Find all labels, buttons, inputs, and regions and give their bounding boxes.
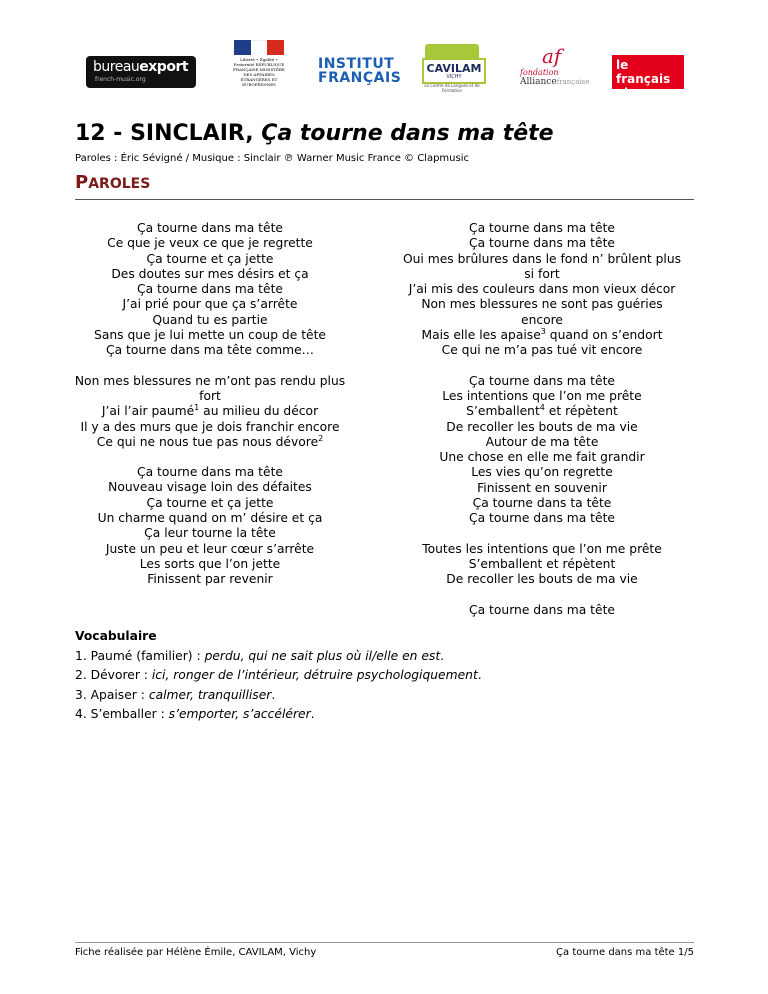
lyric-line: Ça tourne dans ma tête <box>469 511 615 526</box>
lyric-line: Ce que je veux ce que je regrette <box>107 236 313 251</box>
lyric-line: Ça tourne dans ma tête <box>137 221 283 235</box>
lyric-line: Ça tourne dans ma tête <box>137 282 283 297</box>
lyric-line: J’ai l’air paumé$^1$ au milieu du décor <box>101 403 319 419</box>
lyric-line: Une chose en elle me fait grandir <box>439 450 645 465</box>
section-rest: AROLES <box>88 176 151 192</box>
lyric-line: Mais elle les apaise$^3$ quand on s’endort <box>421 326 663 343</box>
lyric-line: Un charme quand on m’ désire et ça <box>97 511 323 526</box>
fondation-alliance-francaise-logo <box>514 44 594 90</box>
lyric-line: Ça tourne dans ma tête <box>137 465 283 480</box>
page-title <box>75 121 554 146</box>
logo-text: VICHY <box>446 74 462 80</box>
title-prefix: 12 - SINCLAIR, <box>75 121 262 146</box>
lyric-line: J’ai prié pour que ça s’arrête <box>122 297 298 312</box>
lyric-line: Ça tourne dans ma tête <box>469 221 615 235</box>
vocab-item: 1. Paumé (familier) : perdu, qui ne sait plus où il/elle en est. <box>75 648 445 663</box>
lyric-line: Ça tourne dans ma tête <box>469 602 615 617</box>
lyric-line: Les intentions que l’on me prête <box>442 388 642 403</box>
logo-text: bureau <box>93 59 140 75</box>
footnote-ref: 2 <box>318 433 324 443</box>
lyric-line: De recoller les bouts de ma vie <box>446 419 638 434</box>
logo-text: Alliance <box>520 77 557 87</box>
lyric-line: Ça tourne dans ma tête comme… <box>106 343 314 358</box>
lyric-line: Ça tourne et ça jette <box>146 251 274 266</box>
logo-text: FRANÇAIS <box>318 70 402 86</box>
vocabulary-section <box>75 627 482 725</box>
lyric-line: Des doutes sur mes désirs et ça <box>111 266 309 281</box>
logo-text: INSTITUT <box>318 56 395 72</box>
stanza <box>68 465 352 587</box>
vocab-item: 3. Apaiser : calmer, tranquilliser. <box>75 687 276 702</box>
lyric-line: Ça tourne dans ma tête <box>469 373 615 388</box>
footer-page-info: Ça tourne dans ma tête 1/5 <box>556 947 694 958</box>
logo-text: Liberté • Égalité • Fraternité RÉPUBLIQUE FRANÇAISE MINISTÈRE DES AFFAIRES ÉTRANGÈRES ET EUROPÉENNES <box>233 57 285 87</box>
logo-text: le monde <box>624 86 671 114</box>
stanza <box>68 221 352 359</box>
lyric-line: encore <box>521 312 563 327</box>
lyric-line: Non mes blessures ne m’ont pas rendu plus <box>74 373 346 388</box>
footnote-ref: 1 <box>194 403 200 413</box>
lyric-line: Ça tourne dans ma tête <box>469 236 615 251</box>
footer-divider <box>75 942 694 943</box>
lyric-line: Non mes blessures ne sont pas guéries <box>421 297 663 312</box>
logo-text: CAVILAM <box>426 62 482 75</box>
lyric-line: Ça tourne et ça jette <box>146 495 274 510</box>
vocabulary-heading: Vocabulaire <box>75 629 157 643</box>
le-francais-dans-le-monde-logo <box>612 55 684 114</box>
lyric-line: Autour de ma tête <box>485 434 599 449</box>
bureauexport-logo <box>86 56 196 88</box>
lyrics-right-column <box>400 221 684 618</box>
section-initial: P <box>75 172 89 193</box>
stanza <box>400 542 684 588</box>
lyric-line: fort <box>199 388 221 403</box>
vocab-item: 4. S’emballer : s’emporter, s’accélérer. <box>75 707 315 721</box>
lyric-line: Nouveau visage loin des défaites <box>108 480 312 495</box>
logo-text: le français <box>616 58 671 86</box>
cavilam-logo <box>417 44 487 92</box>
lyric-line: S’emballent$^4$ et répètent <box>466 403 618 419</box>
lyrics-left-column <box>68 221 352 588</box>
lyric-line: si fort <box>524 266 560 281</box>
lyric-line: Finissent par revenir <box>147 572 273 587</box>
lyric-line: Ça leur tourne la tête <box>144 526 276 541</box>
lyric-line: Quand tu es partie <box>152 312 268 327</box>
stanza <box>400 603 684 618</box>
logo-mark: af <box>542 44 562 68</box>
lyric-line: Ce qui ne nous tue pas nous dévore$^2$ <box>96 433 324 449</box>
lyric-line: De recoller les bouts de ma vie <box>446 572 638 587</box>
credits: Paroles : Éric Sévigné / Musique : Sinclair ℗ Warner Music France © Clapmusic <box>75 153 469 164</box>
stanza <box>400 221 684 359</box>
stanza <box>68 374 352 450</box>
lyric-line: Oui mes brûlures dans le fond n’ brûlent plus <box>402 251 682 266</box>
footer-author: Fiche réalisée par Hélène Émile, CAVILAM, Vichy <box>75 947 317 958</box>
institut-francais-logo <box>318 56 402 91</box>
vocab-item: 2. Dévorer : ici, ronger de l’intérieur, détruire psychologiquement. <box>75 668 482 682</box>
logo-text: Le Centre de Langues et de Formation <box>424 83 480 93</box>
title-song: Ça tourne dans ma tête <box>261 121 554 146</box>
divider <box>75 199 694 200</box>
logo-text: française <box>556 78 590 86</box>
lyric-line: Finissent en souvenir <box>477 480 607 495</box>
footnote-ref: 4 <box>539 403 545 413</box>
lyric-line: Juste un peu et leur cœur s’arrête <box>105 541 315 556</box>
lyric-line: Les vies qu’on regrette <box>471 465 613 480</box>
footnote-ref: 3 <box>540 326 546 336</box>
lyric-line: Les sorts que l’on jette <box>139 556 281 571</box>
lyric-line: Ça tourne dans ta tête <box>472 496 612 511</box>
lyric-line: Ce qui ne m’a pas tué vit encore <box>441 343 643 358</box>
lyric-line: J’ai mis des couleurs dans mon vieux décor <box>408 282 676 297</box>
lyric-line: Toutes les intentions que l’on me prête <box>422 541 662 556</box>
logo-text: export <box>139 59 189 75</box>
french-flag-icon <box>234 40 284 55</box>
lyric-line: S’emballent et répètent <box>468 556 616 571</box>
stanza <box>400 374 684 527</box>
section-heading <box>75 172 150 193</box>
logo-text: fondation <box>520 68 559 77</box>
republique-francaise-logo <box>232 40 286 92</box>
logo-url: french-music.org <box>95 76 146 83</box>
lyric-line: Il y a des murs que je dois franchir encore <box>80 419 340 434</box>
lyric-line: Sans que je lui mette un coup de tête <box>94 328 326 343</box>
